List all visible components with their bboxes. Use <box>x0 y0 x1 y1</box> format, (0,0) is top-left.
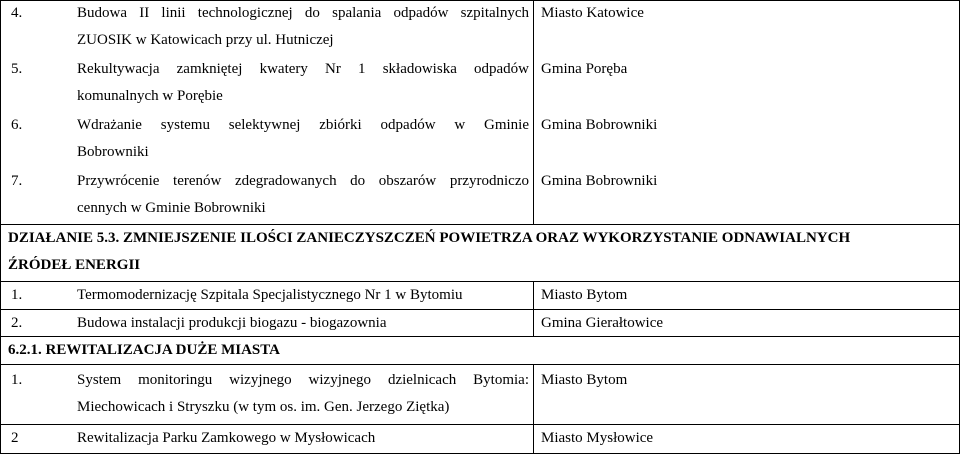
row-number: 2. <box>11 315 23 331</box>
row-authority: Gmina Gierałtowice <box>541 315 664 331</box>
row-number: 7. <box>11 173 23 189</box>
description-line: Wdrażanie systemu selektywnej zbiórki odpadów w Gminie <box>77 117 529 133</box>
row-description: Budowa instalacji produkcji biogazu - biogazownia <box>77 315 387 331</box>
row-authority: Miasto Katowice <box>541 5 644 21</box>
description-line: Bobrowniki <box>77 144 149 160</box>
row-description <box>77 0 529 54</box>
row-description: Termomodernizację Szpitala Specjalistycznego Nr 1 w Bytomiu <box>77 287 463 303</box>
table-border <box>533 364 534 454</box>
row-number: 6. <box>11 117 23 133</box>
row-authority: Gmina Bobrowniki <box>541 173 658 189</box>
row-authority: Miasto Bytom <box>541 372 628 388</box>
row-description <box>77 168 529 222</box>
row-description <box>77 367 529 421</box>
table-border <box>0 0 1 454</box>
table-border <box>0 453 960 454</box>
table-border <box>0 364 960 365</box>
row-number: 2 <box>11 430 19 446</box>
row-description: Rewitalizacja Parku Zamkowego w Mysłowicach <box>77 430 376 446</box>
description-line: cennych w Gminie Bobrowniki <box>77 200 266 216</box>
description-line: Budowa II linii technologicznej do spalania odpadów szpitalnych <box>77 5 529 21</box>
row-number: 1. <box>11 372 23 388</box>
row-description <box>77 56 529 110</box>
row-number: 1. <box>11 287 23 303</box>
description-line: Miechowicach i Stryszku (w tym os. im. Gen. Jerzego Ziętka) <box>77 399 450 415</box>
table-border <box>533 0 534 224</box>
row-number: 4. <box>11 5 23 21</box>
row-authority: Gmina Bobrowniki <box>541 117 658 133</box>
row-description <box>77 112 529 166</box>
section-heading <box>8 225 850 279</box>
section-heading: 6.2.1. REWITALIZACJA DUŻE MIASTA <box>8 342 280 358</box>
section-heading-line: ŹRÓDEŁ ENERGII <box>8 257 141 273</box>
row-number: 5. <box>11 61 23 77</box>
section-heading-line: DZIAŁANIE 5.3. ZMNIEJSZENIE ILOŚCI ZANIECZYSZCZEŃ POWIETRZA ORAZ WYKORZYSTANIE ODNAWIALNYCH <box>8 230 851 246</box>
table-border <box>533 281 534 336</box>
row-authority: Miasto Mysłowice <box>541 430 654 446</box>
row-authority: Gmina Poręba <box>541 61 628 77</box>
description-line: ZUOSIK w Katowicach przy ul. Hutniczej <box>77 32 334 48</box>
description-line: System monitoringu wizyjnego wizyjnego dzielnicach Bytomia: <box>77 372 529 388</box>
description-line: komunalnych w Porębie <box>77 88 223 104</box>
description-line: Rekultywacja zamkniętej kwatery Nr 1 składowiska odpadów <box>77 61 529 77</box>
row-authority: Miasto Bytom <box>541 287 628 303</box>
description-line: Przywrócenie terenów zdegradowanych do obszarów przyrodniczo <box>77 173 529 189</box>
